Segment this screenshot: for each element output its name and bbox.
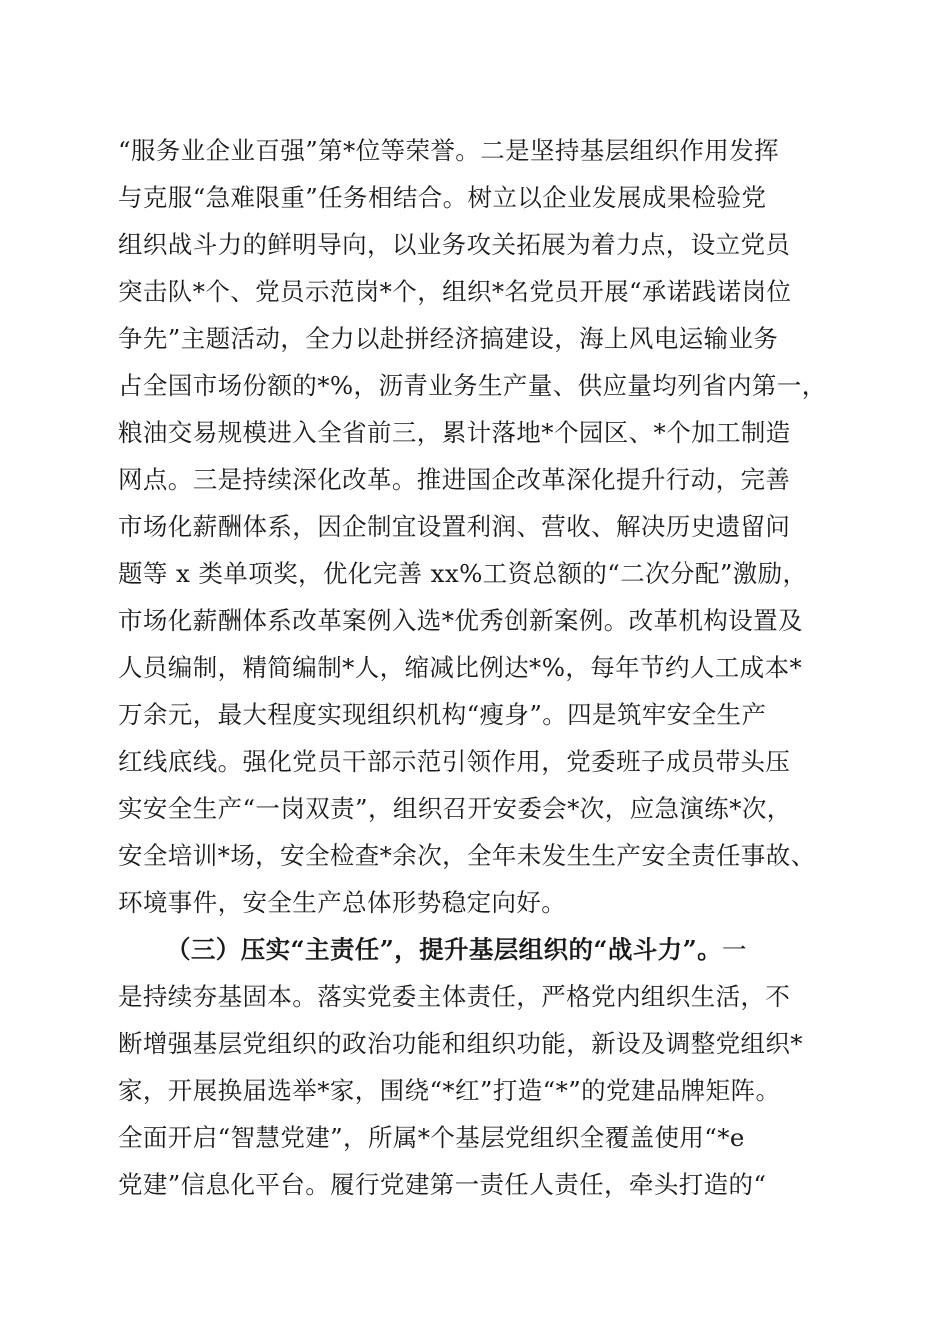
section-heading-tail: 一 — [721, 935, 747, 964]
text-line: 突击队*个、党员示范岗*个，组织*名党员开展“承诺践诺岗位 — [118, 277, 792, 306]
text-line: 与克服“急难限重”任务相结合。树立以企业发展成果检验党 — [118, 183, 767, 212]
text-line: 安全培训*场，安全检查*余次，全年未发生生产安全责任事故、 — [118, 841, 816, 870]
text-line: 断增强基层党组织的政治功能和组织功能，新设及调整党组织* — [118, 1029, 803, 1058]
text-line: 网点。三是持续深化改革。推进国企改革深化提升行动，完善 — [118, 465, 791, 494]
text-line: 家，开展换届选举*家，围绕“*红”打造“*”的党建品牌矩阵。 — [118, 1076, 781, 1105]
text-line: 市场化薪酬体系，因企制宜设置利润、营收、解决历史遗留问 — [118, 512, 791, 541]
text-line: 人员编制，精简编制*人，缩减比例达*%，每年节约人工成本* — [118, 653, 803, 682]
section-heading: （三）压实“主责任”，提升基层组织的“战斗力”。 — [166, 935, 722, 964]
text-line: 红线底线。强化党员干部示范引领作用，党委班子成员带头压 — [118, 747, 791, 776]
text-line: 题等 x 类单项奖，优化完善 xx%工资总额的“二次分配”激励， — [118, 559, 808, 588]
text-line: 是持续夯基固本。落实党委主体责任，严格党内组织生活，不 — [118, 982, 791, 1011]
text-line: 万余元，最大程度实现组织机构“瘦身”。四是筑牢安全生产 — [118, 700, 767, 729]
text-line: 占全国市场份额的*%，沥青业务生产量、供应量均列省内第一， — [118, 371, 827, 400]
text-line: 环境事件，安全生产总体形势稳定向好。 — [118, 888, 567, 917]
text-line: 市场化薪酬体系改革案例入选*优秀创新案例。改革机构设置及 — [118, 606, 803, 635]
text-line: “服务业企业百强”第*位等荣誉。二是坚持基层组织作用发挥 — [118, 136, 779, 165]
text-line: 全面开启“智慧党建”，所属*个基层党组织全覆盖使用“*e — [118, 1123, 745, 1152]
text-line: 粮油交易规模进入全省前三，累计落地*个园区、*个加工制造 — [118, 418, 791, 447]
text-line: 组织战斗力的鲜明导向，以业务攻关拓展为着力点，设立党员 — [118, 230, 791, 259]
section-heading-line — [166, 927, 747, 973]
text-line: 党建”信息化平台。履行党建第一责任人责任，牵头打造的“ — [118, 1170, 767, 1199]
text-line: 实安全生产“一岗双责”，组织召开安委会*次，应急演练*次， — [118, 794, 792, 823]
text-line: 争先”主题活动，全力以赴拼经济搞建设，海上风电运输业务 — [118, 324, 779, 353]
